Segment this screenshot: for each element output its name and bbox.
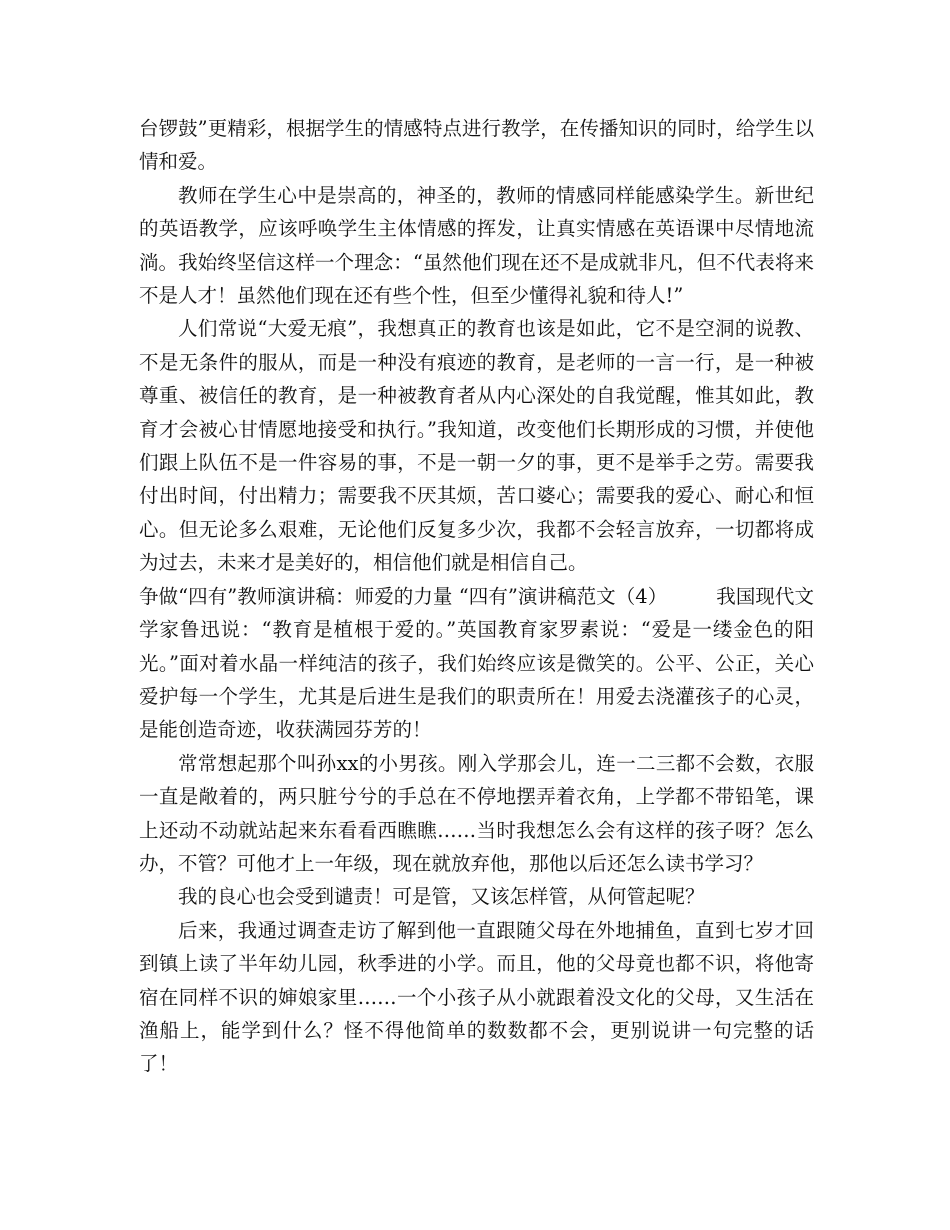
paragraph: 我的良心也会受到谴责！可是管，又该怎样管，从何管起呢？	[178, 885, 705, 909]
paragraph: 常常想起那个叫孙xx的小男孩。刚入学那会儿，连一二三都不会数，衣服一直是敞着的，两只脏兮兮的手总在不停地摆弄着衣角，上学都不带铅笔，课上还动不动就站起来东看看西瞧瞧……当时我想怎么会有这样的孩子呀？怎么办，不管？可他才上一年级，现在就放弃他，那他以后还怎么读书学习？	[139, 751, 814, 875]
paragraph-continuation: 台锣鼓”更精彩，根据学生的情感特点进行教学，在传播知识的同时，给学生以情和爱。	[139, 117, 814, 174]
paragraph: 后来，我通过调查走访了解到他一直跟随父母在外地捕鱼，直到七岁才回到镇上读了半年幼儿园，秋季进的小学。而且，他的父母竟也都不识，将他寄宿在同样不识的婶娘家里……一个小孩子从小就跟着没文化的父母，又生活在渔船上，能学到什么？怪不得他简单的数数都不会，更别说讲一句完整的话了！	[139, 918, 814, 1076]
paragraph: 教师在学生心中是崇高的，神圣的，教师的情感同样能感染学生。新世纪的英语教学，应该呼唤学生主体情感的挥发，让真实情感在英语课中尽情地流淌。我始终坚信这样一个理念：“虽然他们现在还不是成就非凡，但不代表将来不是人才！虽然他们现在还有些个性，但至少懂得礼貌和待人!”	[139, 183, 814, 308]
document-body	[139, 112, 814, 1081]
paragraph: 人们常说“大爱无痕”，我想真正的教育也该是如此，它不是空洞的说教、不是无条件的服从，而是一种没有痕迹的教育，是老师的一言一行，是一种被尊重、被信任的教育，是一种被教育者从内心深处的自我觉醒，惟其如此，教育才会被心甘情愿地接受和执行。”我知道，改变他们长期形成的习惯，并使他们跟上队伍不是一件容易的事，不是一朝一夕的事，更不是举手之劳。需要我付出时间，付出精力；需要我不厌其烦，苦口婆心；需要我的爱心、耐心和恒心。但无论多么艰难，无论他们反复多少次，我都不会轻言放弃，一切都将成为过去，未来才是美好的，相信他们就是相信自己。	[139, 317, 814, 575]
paragraph-heading-inline: 争做“四有”教师演讲稿：师爱的力量 “四有”演讲稿范文（4） 我国现代文学家鲁迅说：“教育是植根于爱的。”英国教育家罗素说：“爱是一缕金色的阳光。”面对着水晶一样纯洁的孩子，我们始终应该是微笑的。公平、公正，关心爱护每一个学生，尤其是后进生是我们的职责所在！用爱去浇灌孩子的心灵，是能创造奇迹，收获满园芬芳的！	[139, 584, 814, 742]
